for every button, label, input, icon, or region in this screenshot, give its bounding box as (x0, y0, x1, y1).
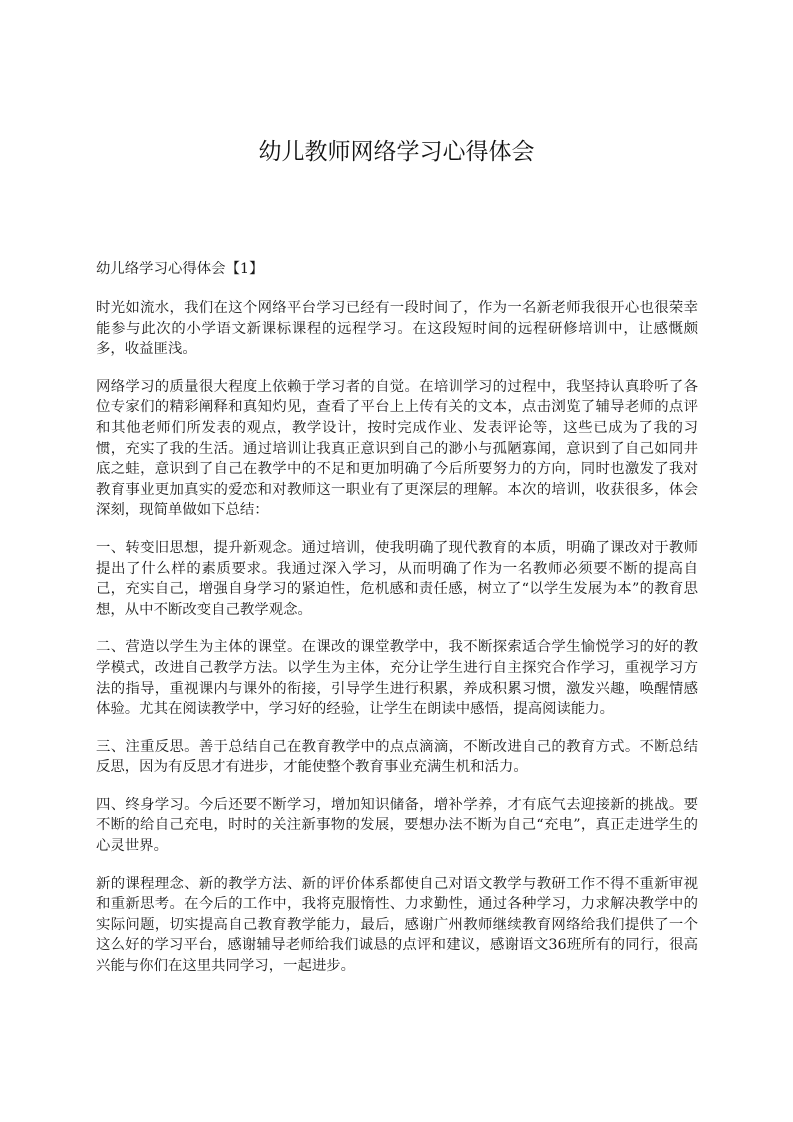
paragraph-conclusion: 新的课程理念、新的教学方法、新的评价体系都使自己对语文教学与教研工作不得不重新审视和重新思考。在今后的工作中，我将克服惰性、力求勤性，通过各种学习，力求解决教学中的实际问题，切实提高自己教育教学能力，最后，感谢广州教师继续教育网络给我们提供了一个这么好的学习平台，感谢辅导老师给我们诚恳的点评和建议，感谢语文36班所有的同行，很高兴能与你们在这里共同学习，一起进步。 (96, 875, 698, 975)
section-heading: 幼儿络学习心得体会【1】 (96, 261, 264, 277)
document-body (96, 259, 698, 994)
paragraph-point-4: 四、终身学习。今后还要不断学习，增加知识储备，增补学养，才有底气去迎接新的挑战。要不断的给自己充电，时时的关注新事物的发展，要想办法不断为自己“充电”，真正走进学生的心灵世界。 (96, 796, 698, 855)
paragraph-point-1: 一、转变旧思想，提升新观念。通过培训，使我明确了现代教育的本质，明确了课改对于教师提出了什么样的素质要求。我通过深入学习，从而明确了作为一名教师必须要不断的提高自己，充实自己，增强自身学习的紧迫性，危机感和责任感，树立了“以学生发展为本”的教育思想，从中不断改变自己教学观念。 (96, 539, 698, 618)
document-title: 幼儿教师网络学习心得体会 (258, 139, 535, 165)
paragraph-reflection: 网络学习的质量很大程度上依赖于学习者的自觉。在培训学习的过程中，我坚持认真聆听了各位专家们的精彩阐释和真知灼见，查看了平台上上传有关的文本，点击浏览了辅导老师的点评和其他老师们所发表的观点，教学设计，按时完成作业、发表评论等，这些已成为了我的习惯，充实了我的生活。通过培训让我真正意识到自己的渺小与孤陋寡闻，意识到了自己如同井底之蛙，意识到了自己在教学中的不足和更加明确了今后所要努力的方向，同时也激发了我对教育事业更加真实的爱恋和对教师这一职业有了更深层的理解。本次的培训，收获很多，体会深刻，现简单做如下总结： (96, 378, 698, 519)
paragraph-intro: 时光如流水，我们在这个网络平台学习已经有一段时间了，作为一名新老师我很开心也很荣幸能参与此次的小学语文新课标课程的远程学习。在这段短时间的远程研修培训中，让感慨颇多，收益匪浅。 (96, 300, 698, 358)
paragraph-point-3: 三、注重反思。善于总结自己在教育教学中的点点滴滴，不断改进自己的教育方式。不断总结反思，因为有反思才有进步，才能使整个教育事业充满生机和活力。 (96, 738, 698, 776)
paragraph-point-2: 二、营造以学生为主体的课堂。在课改的课堂教学中，我不断探索适合学生愉悦学习的好的教学模式，改进自己教学方法。以学生为主体，充分让学生进行自主探究合作学习，重视学习方法的指导，重视课内与课外的衔接，引导学生进行积累，养成积累习惯，激发兴趣，唤醒情感体验。尤其在阅读教学中，学习好的经验，让学生在朗读中感悟，提高阅读能力。 (96, 639, 698, 718)
